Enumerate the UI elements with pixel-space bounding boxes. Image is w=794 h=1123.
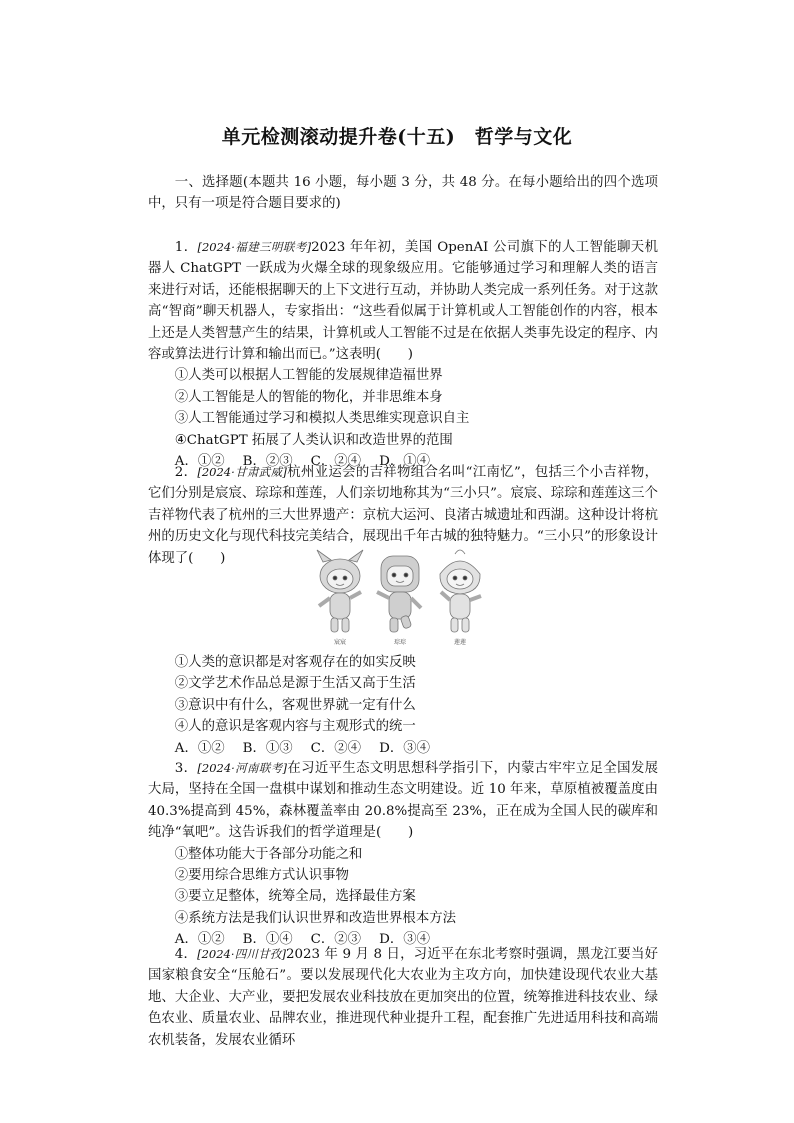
mascot-label: 宸宸 xyxy=(333,639,347,646)
question-source: [2024·河南联考] xyxy=(197,761,288,775)
mascot-figure xyxy=(305,548,495,648)
choice-a: A．①② xyxy=(174,740,225,756)
option: ①整体功能大于各部分功能之和 xyxy=(174,846,363,862)
question-number: 4． xyxy=(174,947,198,962)
choice-a: A．①② xyxy=(174,932,225,948)
question-source: [2024·福建三明联考] xyxy=(197,240,312,254)
option: ②要用综合思维方式认识事物 xyxy=(174,868,349,884)
mascot-lianlian-icon xyxy=(440,550,481,632)
question-text: 杭州亚运会的吉祥物组合名叫“江南忆”，包括三个小吉祥物，它们分别是宸宸、琮琮和莲莲，人们亲切地称其为“三小只”。宸宸、琮琮和莲莲这三个吉祥物代表了杭州的三大世界遗产：京杭大运河、良渚古城遗址和西湖。这种设计将杭州的历史文化与现代科技完美结合，展现出千年古城的独特魅力。“三小只”的形象设计体现了( ) xyxy=(148,465,658,566)
question-source: [2024·四川甘孜] xyxy=(197,947,286,961)
option: ④系统方法是我们认识世界和改造世界根本方法 xyxy=(174,910,456,926)
choice-a: A．①② xyxy=(174,454,225,470)
mascot-congcong-icon xyxy=(377,556,421,632)
section-intro: 一、选择题(本题共 16 小题，每小题 3 分，共 48 分。在每小题给出的四个选项中，只有一项是符合题目要求的) xyxy=(148,175,658,212)
choice-b: B．②③ xyxy=(242,454,293,470)
option: ①人类的意识都是对客观存在的如实反映 xyxy=(174,655,416,670)
choice-b: B．①③ xyxy=(242,740,293,756)
mascot-label: 莲莲 xyxy=(453,639,467,646)
option: ③意识中有什么，客观世界就一定有什么 xyxy=(174,697,416,713)
question-2-options xyxy=(148,652,658,759)
option: ④人的意识是客观内容与主观形式的统一 xyxy=(174,719,416,735)
answer-choices xyxy=(148,738,658,759)
question-4 xyxy=(148,944,658,1051)
question-text: 2023 年年初，美国 OpenAI 公司旗下的人工智能聊天机器人 ChatGPT 一跃成为火爆全球的现象级应用。它能够通过学习和理解人类的语言来进行对话，还能根据聊天的上下文进行互动，并协助人类完成一系列任务。对于这款高“智商”聊天机器人，专家指出：“这些看似属于计算机或人工智能创作的内容，根本上还是人类智慧产生的结果，计算机或人工智能不过是在依据人类事先设定的程序、内容或算法进行计算和输出而已。”这表明( ) xyxy=(148,240,658,363)
question-number: 1． xyxy=(174,240,198,255)
choice-b: B．①④ xyxy=(242,932,293,948)
choice-d: D．③④ xyxy=(379,932,430,948)
question-source: [2024·甘肃武威] xyxy=(197,465,287,479)
option: ③要立足整体，统筹全局，选择最佳方案 xyxy=(174,889,416,905)
option: ②文学艺术作品总是源于生活又高于生活 xyxy=(174,676,416,692)
choice-d: D．③④ xyxy=(379,740,430,756)
option: ④ChatGPT 拓展了人类认识和改造世界的范围 xyxy=(174,432,453,448)
mascot-chenchen-icon xyxy=(317,550,363,632)
question-text: 在习近平生态文明思想科学指引下，内蒙古牢牢立足全国发展大局，坚持在全国一盘棋中谋划和推动生态文明建设。近 10 年来，草原植被覆盖度由 40.3%提高到 45%，森林覆盖率由 20.8%提高至 23%，正在成为全国人民的碳库和纯净“氧吧”。这告诉我们的哲学道理是( ) xyxy=(148,761,658,841)
question-stem xyxy=(148,944,658,1051)
option: ②人工智能是人的智能的物化，并非思维本身 xyxy=(174,389,443,405)
question-stem xyxy=(148,758,658,844)
question-3 xyxy=(148,758,658,951)
question-number: 3． xyxy=(174,761,198,776)
section-intro-block xyxy=(148,172,658,215)
choice-c: C．②③ xyxy=(310,932,362,948)
question-1 xyxy=(148,237,658,472)
mascot-label: 琮琮 xyxy=(393,639,407,646)
question-text: 2023 年 9 月 8 日，习近平在东北考察时强调，黑龙江要当好国家粮食安全“压舱石”。要以发展现代化大农业为主攻方向，加快建设现代农业大基地、大企业、大产业，要把发展农业科技放在更加突出的位置，统筹推进科技农业、绿色农业、质量农业、品牌农业，推进现代种业提升工程，配套推广先进适用科技和高端农机装备，发展农业循环 xyxy=(148,947,658,1048)
question-number: 2． xyxy=(174,465,198,480)
choice-c: C．②④ xyxy=(310,454,362,470)
choice-c: C．②④ xyxy=(310,740,362,756)
option: ①人类可以根据人工智能的发展规律造福世界 xyxy=(174,368,443,384)
option: ③人工智能通过学习和模拟人类思维实现意识自主 xyxy=(174,411,470,427)
question-stem xyxy=(148,237,658,365)
page-title: 单元检测滚动提升卷(十五) 哲学与文化 xyxy=(221,126,573,148)
choice-d: D．①④ xyxy=(379,454,430,470)
